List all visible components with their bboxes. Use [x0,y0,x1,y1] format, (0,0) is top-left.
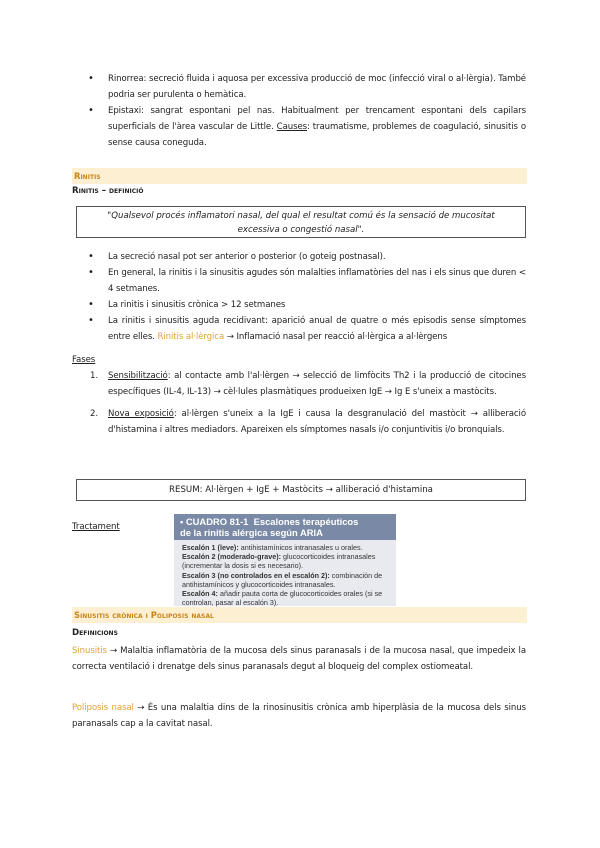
step-label: Escalón 1 (leve): [182,543,239,552]
list-item: • En general, la rinitis i la sinusitis agudes són malalties inflamatòries del nas i els sinus que duren < 4 setmanes. [86,265,526,297]
phase-number: 1. [90,371,98,381]
quote-line: excessiva o congestió nasal". [237,225,365,235]
phase-title: Nova exposició [108,409,174,419]
section-header-sinusitis: Sinusitis crònica i Poliposis nasal [72,607,527,623]
phase-text: : al contacte amb l'al·lèrgen → selecció de limfòcits Th2 i la producció de citocines específiques (IL-4, IL-13) → cèl·lules plasmàtiques produeixen IgE → Ig E s'uneix a mastòcits. [108,371,526,397]
phases-label: Fases [72,355,96,365]
epistaxi-term: Epistaxi [108,106,142,116]
epistaxi-text: : sangrat espontani pel nas. Habitualment per trencament espontani dels capilars superficials de l'àrea vascular de Little. [108,106,526,132]
list-item [86,103,526,151]
table-row [182,589,390,607]
table-row [182,571,390,589]
allergic-rhinitis-text: → Inflamació nasal per reacció al·lèrgica a al·lèrgens [224,332,448,342]
rinitis-bullet-list [86,249,526,345]
table-body [174,540,396,607]
intro-bullet-list [86,71,526,151]
step-label: Escalón 2 (moderado-grave): [182,552,282,562]
phase-text: : al·lèrgen s'uneix a la IgE i causa la desgranulació del mastòcit → alliberació d'histamina i altres mediadors. Apareixen els símptomes nasals i/o conjuntivitis i/o bronquials. [108,409,526,435]
step-text: antihistamínicos intranasales u orales. [238,543,363,552]
list-item: • La rinitis i sinusitis crònica > 12 setmanes [86,297,526,313]
rinorrea-term: Rinorrea [108,74,144,84]
sinusitis-term: Sinusitis [72,646,107,656]
step-label: Escalón 4: [182,589,218,599]
step-label: Escalón 3 (no controlados en el escalón 2): [182,570,330,580]
table-header [174,514,396,540]
quote-line: "Qualsevol procés inflamatori nasal, del qual el resultat comú és la sensació de mucositat [107,211,495,221]
step-text: añadir pauta corta de glucocorticoides orales (si se controlan, pasar al escalón 3). [182,589,383,608]
table-number: • CUADRO 81-1 [180,516,249,527]
list-item: • La secreció nasal pot ser anterior o posterior (o goteig postnasal). [86,249,526,265]
treatment-table-image [174,514,396,606]
list-item [90,406,526,438]
allergic-rhinitis-term: Rinitis al·lèrgica [157,332,225,342]
list-item [90,368,526,400]
treatment-label: Tractament [72,522,120,532]
sinusitis-text: → Malaltia inflamatòria de la mucosa dels sinus paranasals i de la mucosa nasal, que impedeix la correcta ventilació i drenatge dels sinus paranasals degut al bloqueig del complex ostiomeatal. [72,646,526,672]
definition-quote-box [76,206,526,238]
step-text: glucocorticoides intranasales (incrementar la dosis si es necesario). [182,552,376,571]
step-text: combinación de antihistamínicos y glucocorticoides intranasales. [182,570,383,589]
summary-box: RESUM: Al·lèrgen + IgE + Mastòcits → alliberació d'histamina [76,479,526,501]
subsection-title-definicions: Definicions [72,628,118,638]
rinorrea-text: : secreció fluida i aquosa per excessiva producció de moc (infecció viral o al·lèrgia). També podria ser purulenta o hemàtica. [108,74,526,100]
table-title: Escalones terapéuticos [253,516,359,527]
phase-title: Sensibilització [108,371,168,381]
subsection-title-rinitis-definicio: Rinitis – definició [72,186,144,196]
causes-label: Causes [276,122,308,132]
poliposis-definition [72,700,526,732]
phase-number: 2. [90,409,98,419]
table-row [182,552,390,570]
table-row [182,543,390,552]
list-item [86,313,526,345]
phases-list [90,368,526,438]
causes-text: : traumatisme, problemes de coagulació, sinusitis o sense causa coneguda. [108,122,526,148]
sinusitis-definition [72,643,526,675]
poliposis-text: → És una malaltia dins de la rinosinusitis crònica amb hiperplàsia de la mucosa dels sinus paranasals cap a la cavitat nasal. [72,703,526,729]
recidivant-text: La rinitis i sinusitis aguda recidivant: aparició anual de quatre o més episodis sense símptomes entre elles. [108,316,526,342]
section-header-rinitis: Rinitis [72,168,527,184]
table-title: de la rinitis alérgica según ARIA [180,527,323,538]
poliposis-term: Poliposis nasal [72,703,134,713]
list-item [86,71,526,103]
